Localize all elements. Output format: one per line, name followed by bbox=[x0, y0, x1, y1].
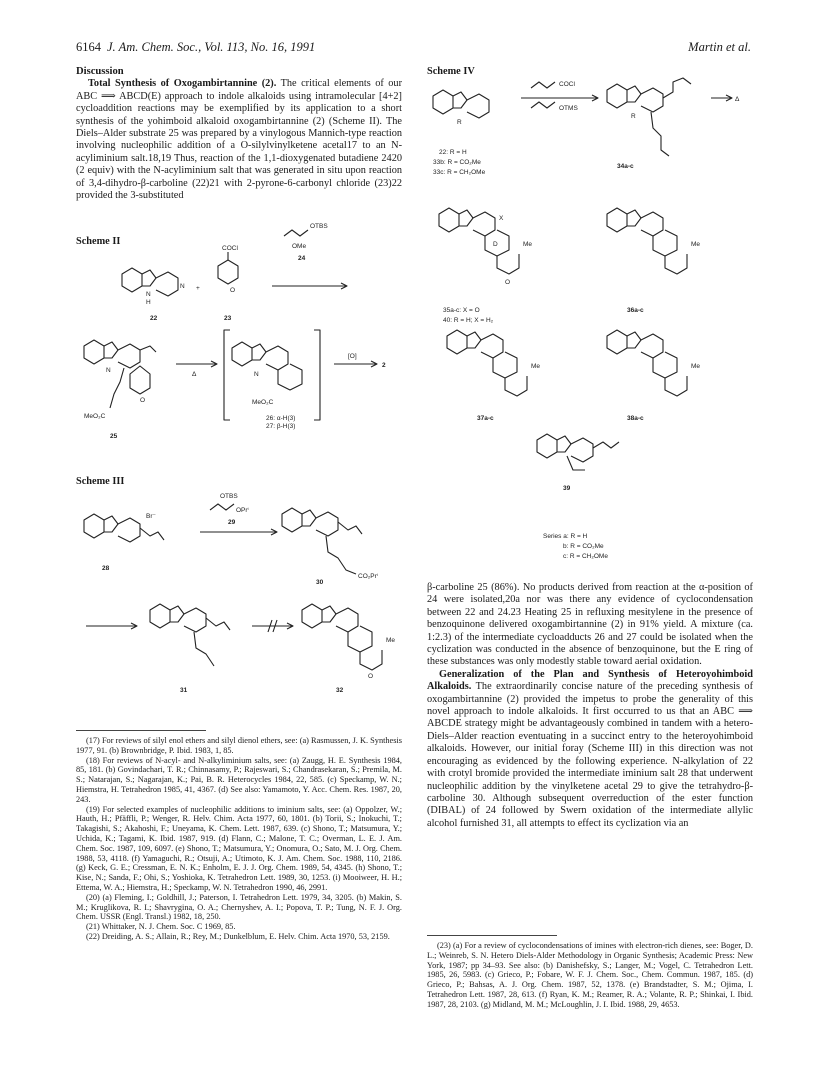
footnote: (17) For reviews of silyl enol ethers and silyl dienol ethers, see: (a) Rasmussen, J. K. Synthesis 1977, 91. (b) Brownbridge, P. Ibid. 1983, 1, 85. bbox=[76, 736, 402, 755]
scheme-title: Scheme IV bbox=[427, 66, 475, 77]
compound-31 bbox=[150, 604, 230, 694]
me-label: Me bbox=[691, 363, 701, 370]
r-label: R bbox=[631, 113, 636, 120]
bracket-left bbox=[224, 330, 230, 420]
series-label: b: R = CO₂Me bbox=[563, 543, 604, 550]
meo2c-label: MeO₂C bbox=[252, 399, 274, 406]
compound-36 bbox=[607, 208, 700, 314]
paragraph: β-carboline 25 (86%). No products derived from reaction at the α-position of 24 were isolated,20a nor was there any evidence of cyclocondensation between 22 and 24.23 Heating 25 in refluxing mesitylene in the presence of benzoquinone delivered oxogambirtannine (2) in 91% yield. A mixture (ca. 1:2.3) of the intermediate cycloadducts 26 and 27 could be isolated when the cyclization was conducted in the absence of benzoquinone, but the E ring of these substances was only modestly stable toward aerial oxidation. bbox=[427, 582, 753, 668]
journal-citation: J. Am. Chem. Soc., Vol. 113, No. 16, 1991 bbox=[107, 40, 316, 54]
paragraph bbox=[427, 669, 753, 830]
footnotes-right bbox=[427, 941, 753, 1010]
compound-label: 22: R = H bbox=[439, 149, 467, 156]
footnote: (23) (a) For a review of cyclocondensations of imines with electron-rich dienes, see: Boger, D. L.; Weinreb, S. N. Hetero Diels-Alder Methodology in Organic Synthesis; Academic Press: New York, 1987; pp 34–93. See also: (b) Danishefsky, S.; Langer, M.; Vogel, C. Tetrahedron Lett. 1985, 26, 5983. (c) Grieco, P.; Fobare, W. F. J. Chem. Soc., Chem. Commun. 1987, 185. (d) Grieco, P.; Bahsas, A. J. Org. Chem. 1987, 52, 1378. (e) Brandstadter, S. M.; Ojima, I. Tetrahedron Lett. 1987, 28, 613. (f) Ryan, K. M.; Reamer, R. A.; Volante, R. P.; Shinkai, I. Ibid. 1987, 28, 2103. (g) Midland, M. M.; McLoughlin, J. I. Ibid. 1988, 29, 4653. bbox=[427, 941, 753, 1009]
compound-28 bbox=[84, 513, 164, 572]
footnotes-left bbox=[76, 736, 402, 942]
otbs-label: OTBS bbox=[310, 223, 328, 230]
meo2c-label: MeO₂C bbox=[84, 413, 106, 420]
cocl-label: COCl bbox=[559, 81, 575, 88]
opr-label: OPrⁱ bbox=[236, 507, 249, 514]
isomer-label: 26: α-H(3) bbox=[266, 415, 296, 422]
me-label: Me bbox=[386, 637, 396, 644]
compound-39 bbox=[537, 434, 619, 492]
footnote: (22) Dreiding, A. S.; Allain, R.; Rey, M.; Dunkelblum, E. Helv. Chim. Acta 1970, 53, 2159. bbox=[86, 931, 390, 941]
reagent-diene bbox=[531, 102, 555, 108]
compound-number: 37a-c bbox=[477, 415, 494, 422]
n-label: N bbox=[146, 291, 151, 298]
r-label: R bbox=[457, 119, 462, 126]
me-label: Me bbox=[531, 363, 541, 370]
compound-number: 31 bbox=[180, 687, 188, 694]
bromide-label: Br⁻ bbox=[146, 513, 156, 520]
runin-heading: Total Synthesis of Oxogambirtannine (2). bbox=[88, 78, 277, 90]
n-label: N bbox=[254, 371, 259, 378]
footnote-rule bbox=[76, 730, 206, 731]
compound-number: 2 bbox=[382, 362, 386, 369]
paragraph-body: The critical elements of our ABC ⟹ ABCD(E) approach to indole alkaloids using intramolecular [4+2] cycloaddition reactions may be exemplified by its application to a short synthesis of the yohimboid alkaloid oxogambirtannine (2) (Scheme II). The Diels–Alder substrate 25 was prepared by a vinylogous Mannich-type reaction involving nucleophilic addition of a O-silylvinylketene acetal17 to an N-acyliminium salt.18,19 Thus, reaction of the 1,1-dioxygenated butadiene 2420 (2 equiv) with the N-acyliminium salt that was generated in situ upon reaction of 3,4-dihydro-β-carboline (22)21 with 2-pyrone-6-carbonyl chloride (23)22 provided the 3-substituted bbox=[76, 78, 403, 202]
cocl-label: COCl bbox=[222, 245, 238, 252]
footnote: (18) For reviews of N-acyl- and N-alkyliminium salts, see: (a) Zaugg, H. E. Synthesis 1984, 85, 181. (b) Govindachari, T. R.; Chinnasamy, P.; Rajeswari, S.; Chandrasekaran, S.; Premila, M. S.; Natarajan, S.; Nagarajan, K.; Pai, B. R. Heterocycles 1984, 22, 585. (c) Speckamp, W. N.; Hiemstra, H. Tetrahedron 1985, 41, 4367. (d) See also: Yamamoto, Y. Acc. Chem. Res. 1987, 20, 243. bbox=[76, 755, 402, 804]
compound-label: 33b: R = CO₂Me bbox=[433, 159, 481, 166]
ring-d-label: D bbox=[493, 241, 498, 248]
compound-number: 30 bbox=[316, 579, 324, 586]
series-label: Series a: R = H bbox=[543, 533, 588, 540]
co2pr-label: CO₂Prⁱ bbox=[358, 573, 378, 580]
otbs-label: OTBS bbox=[220, 493, 238, 500]
o-label: O bbox=[140, 397, 146, 404]
running-header-authors: Martin et al. bbox=[688, 40, 751, 54]
reagent-29 bbox=[210, 493, 249, 526]
compound-35 bbox=[439, 208, 532, 324]
compound-22 bbox=[122, 268, 185, 322]
scheme-iii-diagram bbox=[76, 486, 406, 706]
compound-number: 38a-c bbox=[627, 415, 644, 422]
page-number: 6164 bbox=[76, 40, 101, 54]
n-label: N bbox=[180, 283, 185, 290]
ome-label: OMe bbox=[292, 243, 307, 250]
section-heading: Discussion bbox=[76, 66, 124, 77]
compound-25 bbox=[84, 340, 156, 440]
reagent-24 bbox=[284, 223, 328, 262]
n-label: N bbox=[106, 367, 111, 374]
compound-number: 22 bbox=[150, 315, 158, 322]
compound-33 bbox=[433, 90, 489, 176]
compound-number: 32 bbox=[336, 687, 344, 694]
compound-26-27 bbox=[232, 342, 302, 430]
isomer-label: 27: β-H(3) bbox=[266, 423, 296, 430]
compound-number: 28 bbox=[102, 565, 110, 572]
compound-number: 25 bbox=[110, 433, 118, 440]
compound-number: 36a-c bbox=[627, 307, 644, 314]
h-label: H bbox=[146, 299, 151, 306]
compound-number: 29 bbox=[228, 519, 236, 526]
o-label: O bbox=[505, 279, 511, 286]
scheme-iv-diagram bbox=[427, 76, 757, 576]
compound-32 bbox=[302, 604, 395, 694]
compound-23 bbox=[218, 245, 238, 322]
me-label: Me bbox=[523, 241, 533, 248]
o-label: O bbox=[230, 287, 236, 294]
scheme-title: Scheme III bbox=[76, 476, 125, 487]
runin-heading: Generalization of the Plan and Synthesis of Heteroyohimboid Alkaloids. bbox=[427, 668, 753, 693]
delta-label: Δ bbox=[735, 96, 740, 103]
compound-37 bbox=[447, 330, 540, 422]
series-label: c: R = CH₂OMe bbox=[563, 553, 608, 560]
paragraph-body: The extraordinarily concise nature of the preceding synthesis of oxogambirtannine (2) provided the impetus to probe the generality of this novel approach to indole alkaloids. It first occurred to us that an ABC ⟹ ABCDE strategy might be advantageously combined in tandem with a hetero-Diels–Alder reaction eventuating in a succinct entry to the heteroyohimboid alkaloids. However, our initial foray (Scheme III) in this direction was not encouraging as evidenced by the following experience. N-alkylation of 22 with crotyl bromide provided the intermediate iminium salt 28 that underwent nucleophilic addition by the vinylketene acetal 29 to give the tetrahydro-β-carboline 30. Although subsequent overreduction of the ester function (DIBAL) of 24 followed by Swern oxidation of the intermediate allylic alcohol furnished 31, all attempts to effect its cyclization via an bbox=[427, 681, 754, 829]
compound-number: 23 bbox=[224, 315, 232, 322]
delta-label: Δ bbox=[192, 371, 197, 378]
footnote: (20) (a) Fleming, I.; Goldhill, J.; Paterson, I. Tetrahedron Lett. 1979, 34, 3205. (b) Makin, S. M.; Kruglikova, R. I.; Shavrygina, O. A.; Chernyshev, A. I.; Popova, T. P.; Tung, N. F. J. Org. Chem. USSR (Engl. Transl.) 1982, 18, 250. bbox=[76, 892, 402, 922]
reagent-diene bbox=[531, 82, 555, 88]
x-label: X bbox=[499, 215, 504, 222]
compound-30 bbox=[282, 508, 378, 586]
compound-label: 40: R = H; X = H₂ bbox=[443, 317, 494, 324]
right-column-text bbox=[427, 582, 753, 830]
oxidation-label: [O] bbox=[348, 353, 357, 360]
compound-number: 39 bbox=[563, 485, 571, 492]
footnote: (19) For selected examples of nucleophilic additions to iminium salts, see: (a) Oppolzer, W.; Hauth, H.; Pfäffli, P.; Wenger, R. Helv. Chim. Acta 1977, 60, 1801. (b) Torii, S.; Inokuchi, T.; Takagishi, S.; Akahoshi, F.; Uneyama, K. Chem. Lett. 1987, 639. (c) Shono, T.; Matsumura, Y.; Uchida, K.; Tagami, K. Ibid. 1987, 919. (d) Flann, C.; Malone, T. C.; Overman, L. E. J. Am. Chem. Soc. 1987, 109, 6097. (e) Shono, T.; Matsumura, Y.; Onomura, O.; Sato, M. J. Org. Chem. 1988, 53, 4118. (f) Yamaguchi, R.; Otsuji, A.; Utimoto, K. J. Am. Chem. Soc. 1988, 110, 2186. (g) Keck, G. E.; Cressman, E. N. K.; Enholm, E. J. J. Org. Chem. 1989, 54, 4345. (h) Shono, T.; Kise, N.; Sanda, F.; Ohi, S.; Yoshioka, K. Tetrahedron Lett. 1989, 30, 1253. (i) Mooiweer, H. H.; Ettema, W. A.; Hiemstra, H.; Speckamp, W. N. Tetrahedron 1990, 46, 2991. bbox=[76, 804, 402, 892]
running-header-left bbox=[76, 40, 315, 55]
plus-sign: + bbox=[196, 285, 200, 292]
o-label: O bbox=[368, 673, 374, 680]
footnote-rule bbox=[427, 935, 557, 936]
me-label: Me bbox=[691, 241, 701, 248]
scheme-ii-diagram bbox=[76, 182, 406, 462]
compound-number: 34a-c bbox=[617, 163, 634, 170]
compound-38 bbox=[607, 330, 700, 422]
scheme-title: Scheme II bbox=[76, 236, 121, 247]
compound-label: 33c: R = CH₂OMe bbox=[433, 169, 486, 176]
compound-label: 35a-c: X = O bbox=[443, 307, 480, 314]
compound-number: 24 bbox=[298, 255, 306, 262]
otms-label: OTMS bbox=[559, 105, 578, 112]
compound-34 bbox=[607, 78, 691, 170]
footnote: (21) Whittaker, N. J. Chem. Soc. C 1969, 85. bbox=[86, 922, 236, 932]
bracket-right bbox=[314, 330, 320, 420]
